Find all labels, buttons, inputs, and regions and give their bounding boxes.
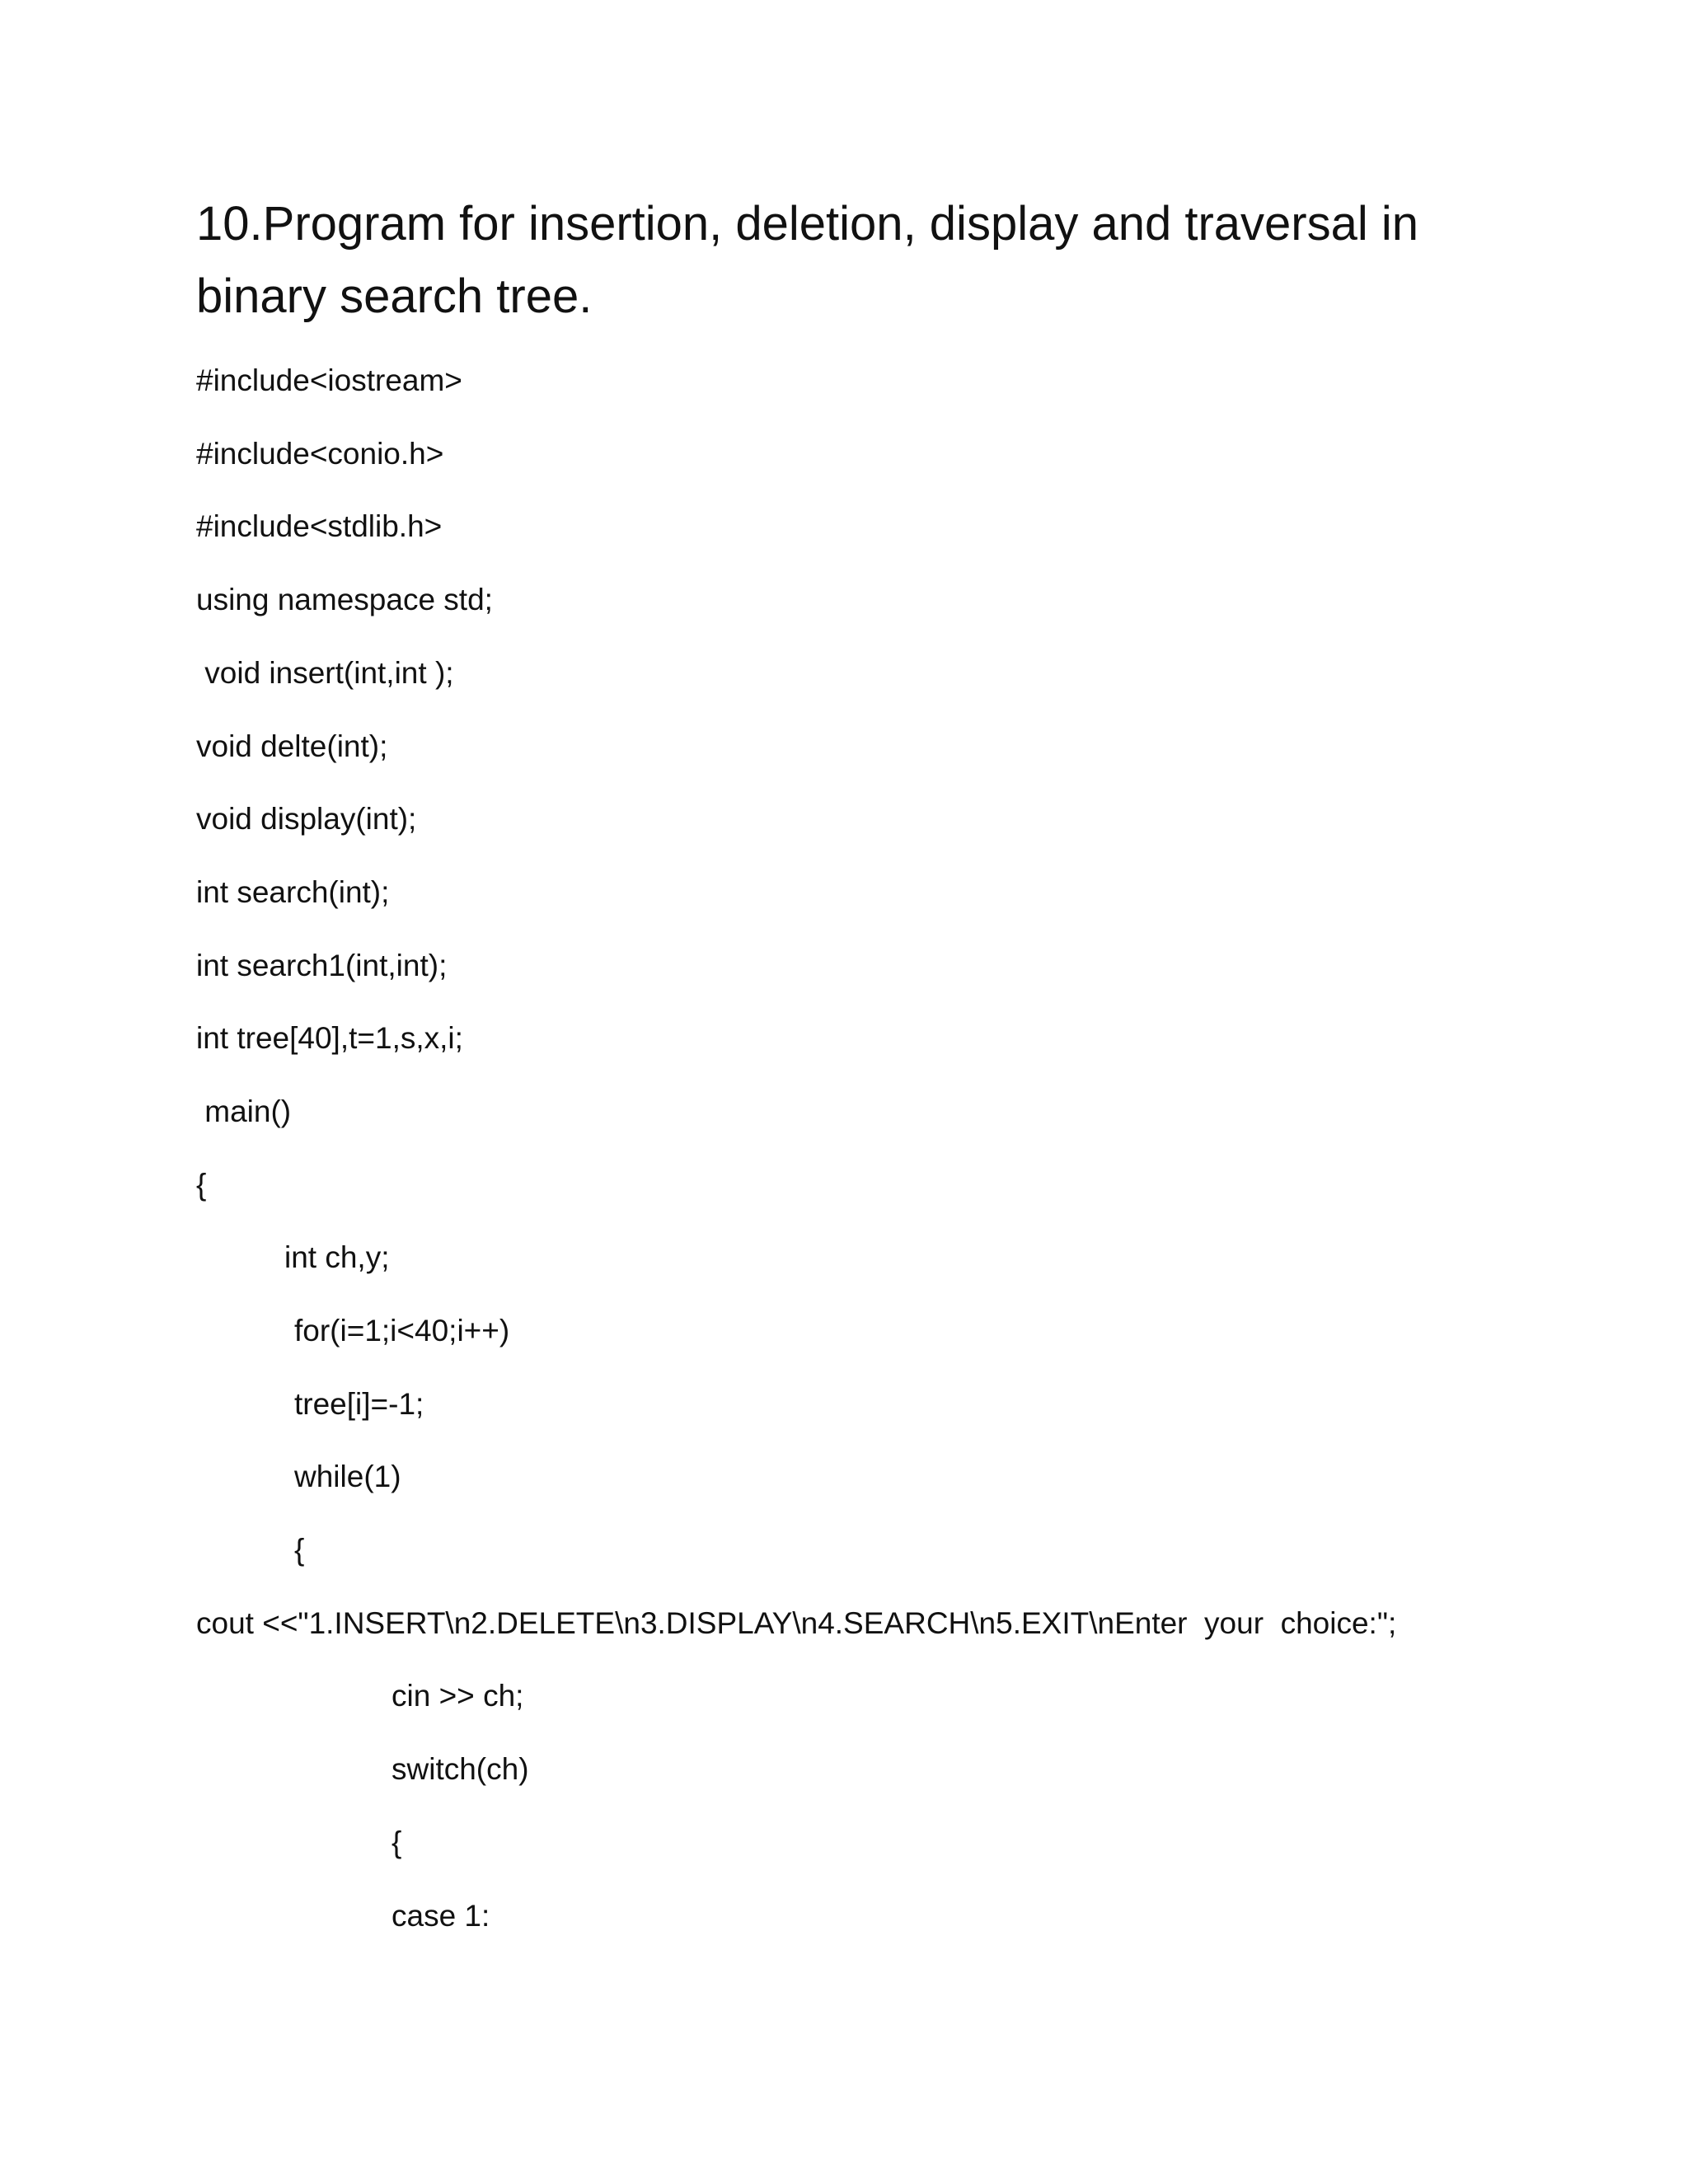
code-line-while-loop: while(1) bbox=[294, 1460, 401, 1493]
code-line-using-namespace: using namespace std; bbox=[196, 583, 493, 616]
code-line-local-variables: int ch,y; bbox=[284, 1240, 390, 1274]
code-line-search1-prototype: int search1(int,int); bbox=[196, 949, 448, 982]
code-line-include-stdlib: #include<stdlib.h> bbox=[196, 509, 443, 543]
page-title: 10.Program for insertion, deletion, display and traversal in binary search tree. bbox=[196, 197, 1418, 323]
code-line-include-iostream: #include<iostream> bbox=[196, 363, 462, 397]
code-line-main-function: main() bbox=[196, 1094, 292, 1128]
code-line-for-loop: for(i=1;i<40;i++) bbox=[294, 1314, 510, 1347]
code-line-include-conio: #include<conio.h> bbox=[196, 437, 444, 471]
code-line-global-variables: int tree[40],t=1,s,x,i; bbox=[196, 1021, 463, 1055]
code-line-tree-init: tree[i]=-1; bbox=[294, 1387, 424, 1421]
code-line-read-choice: cin >> ch; bbox=[392, 1679, 524, 1713]
code-line-switch: switch(ch) bbox=[392, 1752, 529, 1786]
code-line-display-prototype: void display(int); bbox=[196, 802, 417, 836]
code-line-case-one: case 1: bbox=[392, 1899, 490, 1933]
code-line-menu-output: cout <<"1.INSERT\n2.DELETE\n3.DISPLAY\n4.SEARCH\n5.EXIT\nEnter your choice:"; bbox=[196, 1606, 1397, 1640]
code-line-delete-prototype: void delte(int); bbox=[196, 729, 388, 763]
code-line-while-open-brace: { bbox=[294, 1533, 305, 1567]
code-line-switch-open-brace: { bbox=[392, 1825, 402, 1859]
code-line-search-prototype: int search(int); bbox=[196, 875, 390, 909]
code-line-main-open-brace: { bbox=[196, 1168, 207, 1202]
code-line-insert-prototype: void insert(int,int ); bbox=[196, 656, 454, 690]
